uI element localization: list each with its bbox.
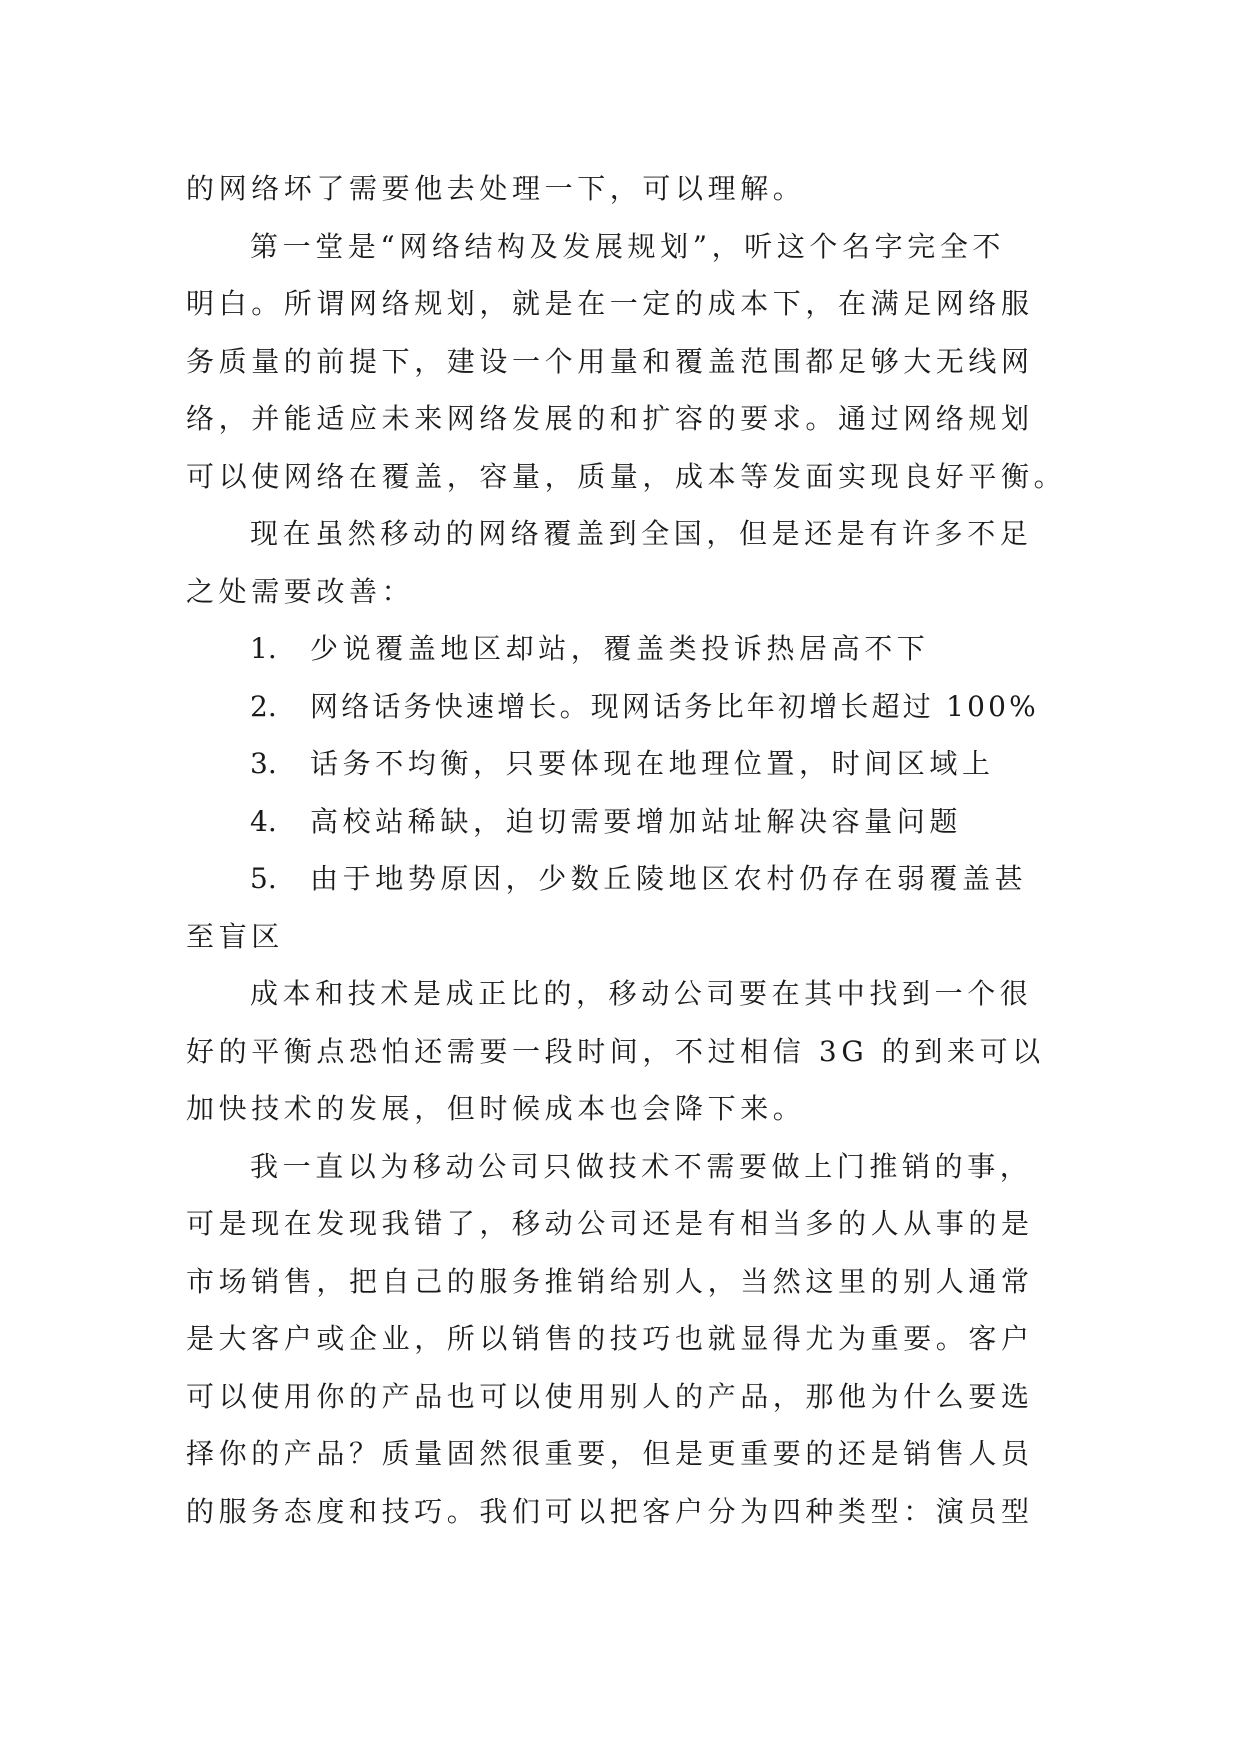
list-item-text: 由于地势原因，少数丘陵地区农村仍存在弱覆盖甚 (310, 862, 1028, 895)
text-line: 至盲区 (186, 919, 284, 953)
text-line: 我一直以为移动公司只做技术不需要做上门推销的事， (250, 1149, 1033, 1183)
text-line: 好的平衡点恐怕还需要一段时间，不过相信 3G 的到来可以 (186, 1034, 1045, 1068)
text-line: 是大客户或企业，所以销售的技巧也就显得尤为重要。客户 (186, 1322, 1034, 1355)
list-item-number: 1. (250, 632, 277, 665)
list-item-text: 高校站稀缺，迫切需要增加站址解决容量问题 (310, 804, 963, 838)
text-line: 现在虽然移动的网络覆盖到全国，但是还是有许多不足 (250, 517, 1033, 550)
text-line: 可是现在发现我错了，移动公司还是有相当多的人从事的是 (186, 1207, 1034, 1240)
numbered-list (186, 620, 1056, 908)
body-text (186, 160, 1067, 1540)
text-line: 成本和技术是成正比的，移动公司要在其中找到一个很 (250, 977, 1033, 1010)
text-line: 明白。所谓网络规划，就是在一定的成本下，在满足网络服 (186, 287, 1034, 320)
list-item-text: 话务不均衡，只要体现在地理位置，时间区域上 (310, 747, 995, 780)
list-item (186, 620, 1056, 678)
text-line: 的服务态度和技巧。我们可以把客户分为四种类型：演员型 (186, 1494, 1034, 1528)
text-line: 络，并能适应未来网络发展的和扩容的要求。通过网络规划 (186, 402, 1034, 435)
list-item (186, 735, 1056, 793)
list-item-number: 2. (250, 689, 277, 723)
text-line: 择你的产品？质量固然很重要，但是更重要的还是销售人员 (186, 1437, 1034, 1470)
list-item-number: 3. (250, 747, 277, 780)
text-line: 可以使用你的产品也可以使用别人的产品，那他为什么要选 (186, 1379, 1034, 1413)
list-item (186, 793, 1056, 851)
text-line: 市场销售，把自己的服务推销给别人，当然这里的别人通常 (186, 1264, 1034, 1298)
list-item-number: 5. (250, 862, 277, 895)
text-line: 的网络坏了需要他去处理一下，可以理解。 (186, 172, 806, 205)
text-line: 加快技术的发展，但时候成本也会降下来。 (186, 1092, 806, 1125)
list-item (186, 678, 1056, 736)
list-item-text: 网络话务快速增长。现网话务比年初增长超过 100% (310, 689, 1039, 723)
list-item-number: 4. (250, 804, 277, 838)
list-item-text: 少说覆盖地区却站，覆盖类投诉热居高不下 (310, 632, 930, 665)
text-line: 务质量的前提下，建设一个用量和覆盖范围都足够大无线网 (186, 344, 1034, 378)
list-item (186, 850, 1056, 908)
text-line: 第一堂是“网络结构及发展规划”，听这个名字完全不 (250, 229, 1006, 263)
text-line: 之处需要改善： (186, 574, 415, 608)
text-line: 可以使网络在覆盖，容量，质量，成本等发面实现良好平衡。 (186, 459, 1067, 493)
